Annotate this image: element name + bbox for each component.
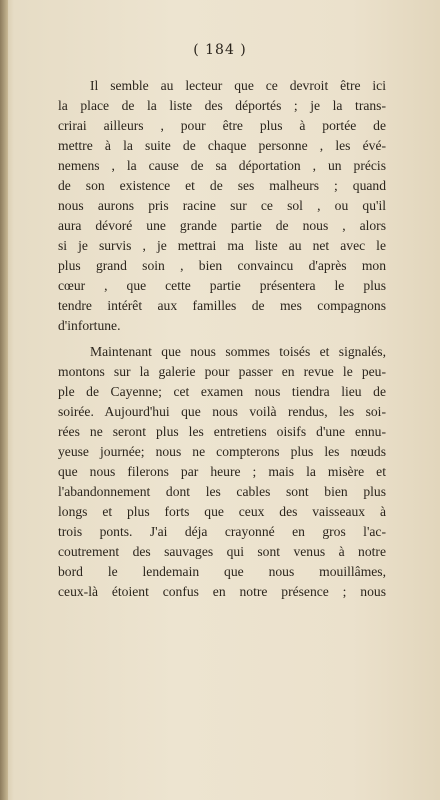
page-number: ( 184 ) — [193, 42, 247, 58]
text-line: la place de la liste des déportés ; je la trans- — [58, 98, 386, 113]
text-line: cœur , que cette partie présentera le plus — [58, 278, 386, 293]
text-line: tendre intérêt aux familles de mes compagnons — [58, 298, 386, 313]
book-spine-shadow — [0, 0, 8, 800]
page-body — [58, 76, 386, 602]
text-line: l'abandonnement dont les cables sont bien plus — [58, 484, 386, 499]
text-line: que nous filerons par heure ; mais la misère et — [58, 464, 386, 479]
text-line: d'infortune. — [58, 318, 121, 333]
text-line: soirée. Aujourd'hui que nous voilà rendus, les soi- — [58, 404, 386, 419]
text-line: coutrement des sauvages qui sont venus à notre — [58, 544, 386, 559]
text-line: aura dévoré une grande partie de nous , alors — [58, 218, 386, 233]
text-line: Il semble au lecteur que ce devroit être ici — [90, 78, 386, 93]
text-line: montons sur la galerie pour passer en revue le peu- — [58, 364, 386, 379]
text-line: ple de Cayenne; cet examen nous tiendra lieu de — [58, 384, 386, 399]
text-line: mettre à la suite de chaque personne , les évé- — [58, 138, 386, 153]
text-line: nous aurons pris racine sur ce sol , ou qu'il — [58, 198, 386, 213]
text-line: longs et plus forts que ceux des vaisseaux à — [58, 504, 386, 519]
text-line: rées ne seront plus les entretiens oisifs d'une ennu- — [58, 424, 386, 439]
paragraph-1 — [58, 76, 386, 336]
text-line: Maintenant que nous sommes toisés et signalés, — [90, 344, 386, 359]
text-line: nemens , la cause de sa déportation , un précis — [58, 158, 386, 173]
text-line: crirai ailleurs , pour être plus à portée de — [58, 118, 386, 133]
text-line: de son existence et de ses malheurs ; quand — [58, 178, 386, 193]
paragraph-2 — [58, 342, 386, 602]
text-line: si je survis , je mettrai ma liste au net avec le — [58, 238, 386, 253]
text-line: trois ponts. J'ai déja crayonné en gros l'ac- — [58, 524, 386, 539]
text-line: bord le lendemain que nous mouillâmes, — [58, 564, 386, 579]
text-line: plus grand soin , bien convaincu d'après mon — [58, 258, 386, 273]
text-line: yeuse journée; nous ne compterons plus les nœuds — [58, 444, 386, 459]
text-line: ceux-là étoient confus en notre présence ; nous — [58, 584, 386, 599]
